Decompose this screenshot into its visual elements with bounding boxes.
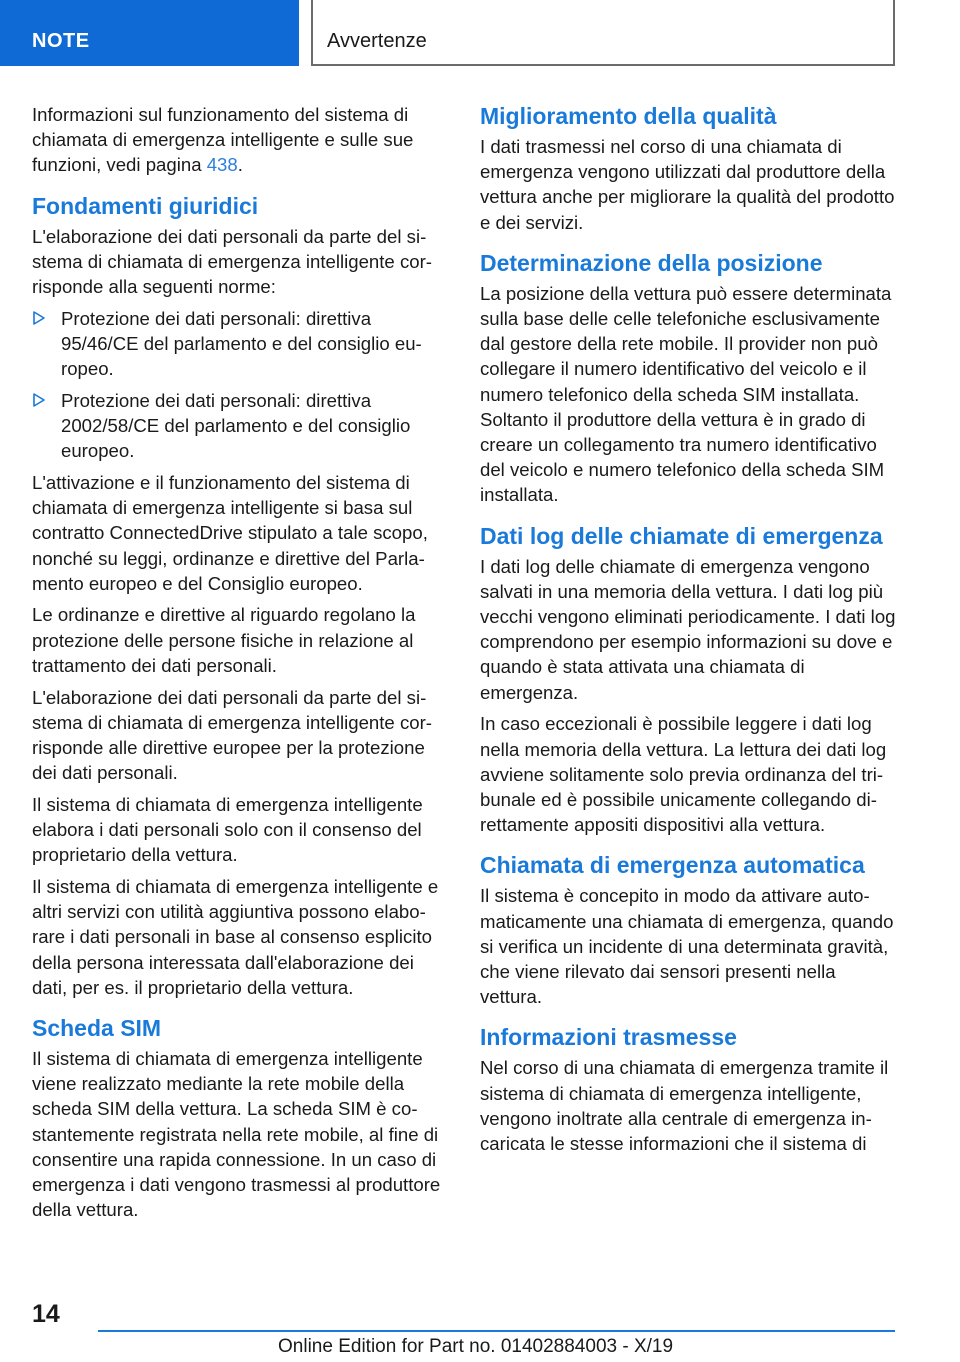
paragraph: Il sistema di chiamata di emergenza intelligente elabora i dati personali solo con il consenso del proprietario della vettura. <box>32 793 423 866</box>
page-reference-link[interactable]: 438 <box>206 154 238 176</box>
paragraph: L'elaborazione dei dati personali da parte del sistema di chiamata di emergenza intelligente corrisponde alla seguenti norme: <box>32 225 432 298</box>
triangle-bullet-icon <box>32 310 46 326</box>
page-number: 14 <box>32 1300 60 1328</box>
page-header <box>0 0 960 66</box>
section-heading-transmitted-info: Informazioni trasmesse <box>480 1024 737 1051</box>
legal-bullet-list <box>32 306 448 464</box>
left-column <box>32 102 448 1229</box>
paragraph: Nel corso di una chiamata di emergenza tramite il sistema di chiamata di emergenza intelligente, vengono inoltrate alla centrale di emergenza incaricata le stesse informazioni che il sistema di <box>480 1057 889 1154</box>
paragraph: La posizione della vettura può essere determinata sulla base delle celle telefoniche esclusivamente dal gestore della rete mobile. Il provider non può collegare il numero identificativo del veicolo e il numero telefonico della scheda SIM installata. Soltanto il produttore della vettura è in grado di creare un collegamento tra numero identificativo del veicolo e numero telefonico della scheda SIM installata. <box>480 282 892 506</box>
right-column <box>480 102 896 1163</box>
intro-paragraph: Informazioni sul funzionamento del sistema di chiamata di emergenza intelligente e sulle sue funzioni, vedi pagina 438. <box>32 104 414 176</box>
section-heading-sim: Scheda SIM <box>32 1015 162 1041</box>
paragraph: Le ordinanze e direttive al riguardo regolano la protezione delle persone fisiche in relazione al trattamento dei dati personali. <box>32 604 416 676</box>
section-heading-log: Dati log delle chiamate di emergenza <box>480 522 883 549</box>
paragraph: L'attivazione e il funzionamento del sistema di chiamata di emergenza intelligente si basa sul contratto ConnectedDrive stipulato a tale scopo, nonché su leggi, ordinanze e direttive del Parlamento europeo e del Consiglio europeo. <box>32 471 428 594</box>
section-heading-legal: Fondamenti giuridici <box>32 192 259 219</box>
section-heading-automatic-call: Chiamata di emergenza automatica <box>480 852 865 879</box>
paragraph: L'elaborazione dei dati personali da parte del sistema di chiamata di emergenza intelligente corrisponde alle direttive europee per la protezione dei dati personali. <box>32 686 432 784</box>
triangle-bullet-icon <box>32 392 46 408</box>
edition-footer: Online Edition for Part no. 01402884003 - X/19 <box>278 1336 674 1357</box>
chapter-title: Avvertenze <box>311 0 895 66</box>
section-heading-quality: Miglioramento della qualità <box>480 103 777 129</box>
paragraph: I dati trasmessi nel corso di una chiamata di emergenza vengono utilizzati dal produttore della vettura anche per migliorare la qualità del prodotto e dei servizi. <box>480 136 895 233</box>
paragraph: Il sistema è concepito in modo da attivare automaticamente una chiamata di emergenza, quando si verifica un incidente di una determinata gravità, che viene rilevato dai sensori presenti nella vettura. <box>480 885 894 1008</box>
section-tab: NOTE <box>0 0 299 66</box>
footer-divider <box>98 1330 895 1332</box>
paragraph: Il sistema di chiamata di emergenza intelligente viene realizzato mediante la rete mobile della scheda SIM della vettura. La scheda SIM è costantemente registrata nella rete mobile, al fine di consentire una rapida connessione. In un caso di emergenza i dati vengono trasmessi al produttore della vettura. <box>32 1048 441 1221</box>
paragraph: I dati log delle chiamate di emergenza vengono salvati in una memoria della vettura. I dati log più vecchi vengono eliminati periodicamente. I dati log comprendono per esempio informazioni su dove e quando è stata attivata una chiamata di emergenza. <box>480 555 896 703</box>
list-item: Protezione dei dati personali: direttiva 95/46/CE del parlamento e del consiglio europeo. <box>32 306 448 382</box>
paragraph: In caso eccezionali è possibile leggere i dati log nella memoria della vettura. La lettura dei dati log avviene solitamente solo previa ordinanza del tribunale ed è possibile unicamente collegando direttamente appositi dispositivi alla vettura. <box>480 713 887 836</box>
section-heading-position: Determinazione della posizione <box>480 249 823 276</box>
list-item: Protezione dei dati personali: direttiva 2002/58/CE del parlamento e del consiglio europeo. <box>32 388 448 464</box>
paragraph: Il sistema di chiamata di emergenza intelligente e altri servizi con utilità aggiuntiva possono elaborare i dati personali in base al consenso esplicito della persona interessata dall'elaborazione dei dati, per es. il proprietario della vettura. <box>32 875 439 998</box>
